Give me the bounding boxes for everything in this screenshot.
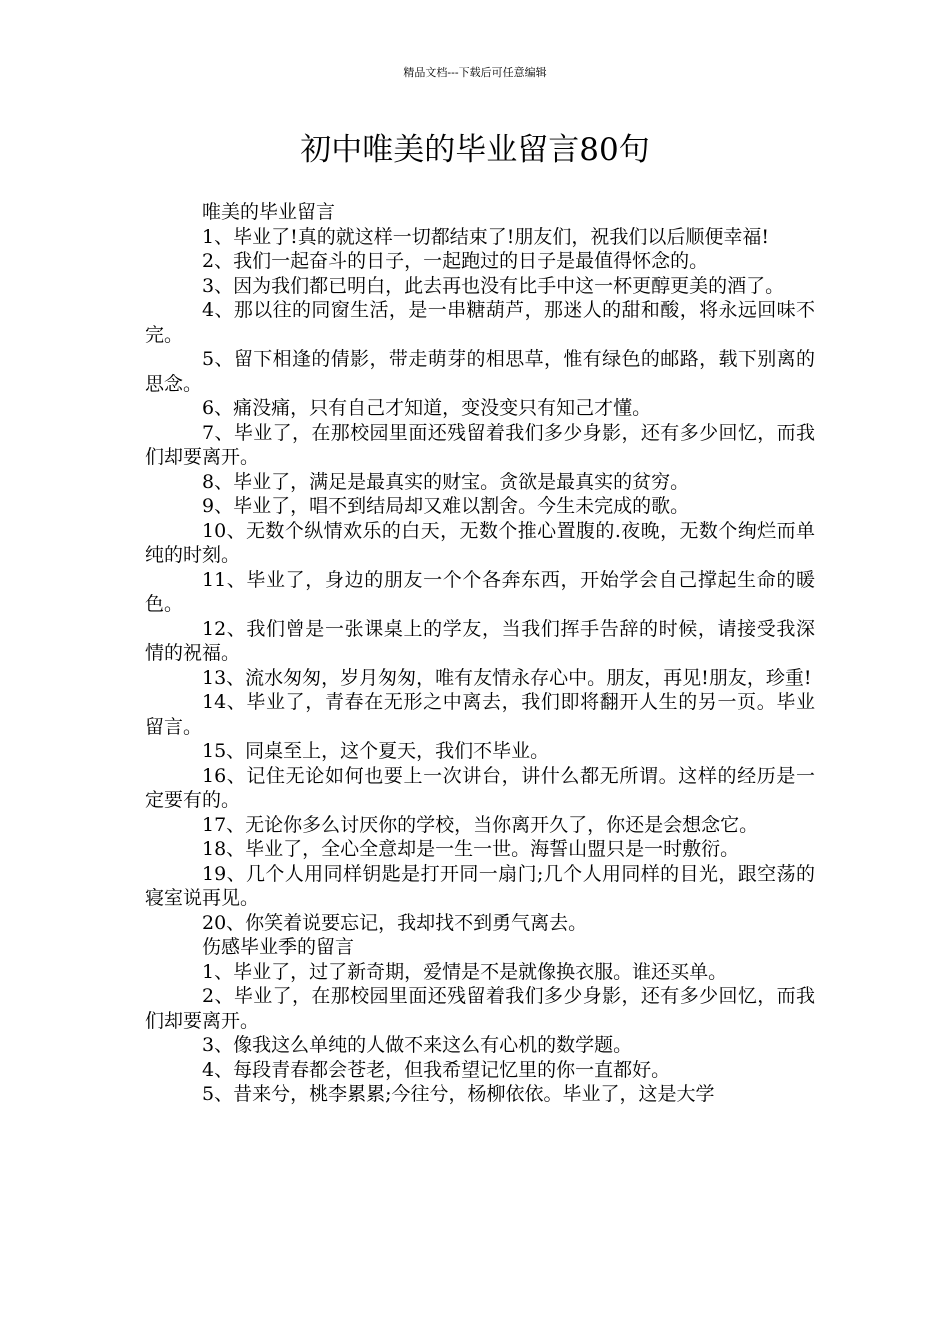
section-heading: 唯美的毕业留言 xyxy=(202,201,336,223)
message-item: 17、无论你多么讨厌你的学校，当你离开久了，你还是会想念它。 xyxy=(202,813,759,836)
message-item: 4、每段青春都会苍老，但我希望记忆里的你一直都好。 xyxy=(202,1058,671,1081)
message-item: 5、昔来兮，桃李累累;今往兮，杨柳依依。毕业了，这是大学 xyxy=(202,1083,715,1105)
message-item: 15、同桌至上，这个夏天，我们不毕业。 xyxy=(202,740,550,762)
message-item: 4、那以往的同窗生活，是一串糖葫芦，那迷人的甜和酸，将永远回味不完。 xyxy=(145,299,815,346)
message-item: 11、毕业了，身边的朋友一个个各奔东西，开始学会自己撑起生命的暖色。 xyxy=(145,568,815,615)
message-item: 6、痛没痛，只有自己才知道，变没变只有知己才懂。 xyxy=(202,397,652,419)
message-item: 2、毕业了，在那校园里面还残留着我们多少身影，还有多少回忆，而我们却要离开。 xyxy=(145,985,815,1032)
section-heading: 伤感毕业季的留言 xyxy=(202,936,355,958)
message-item: 3、像我这么单纯的人做不来这么有心机的数学题。 xyxy=(202,1034,633,1056)
message-item: 12、我们曾是一张课桌上的学友，当我们挥手告辞的时候，请接受我深情的祝福。 xyxy=(145,617,815,664)
header-note: 精品文档---下载后可任意编辑 xyxy=(403,66,547,79)
message-item: 10、无数个纵情欢乐的白天，无数个推心置腹的.夜晚，无数个绚烂而单纯的时刻。 xyxy=(145,519,815,566)
message-item: 8、毕业了，满足是最真实的财宝。贪欲是最真实的贫穷。 xyxy=(202,470,690,493)
message-item: 13、流水匆匆，岁月匆匆，唯有友情永存心中。朋友，再见!朋友，珍重! xyxy=(202,666,812,689)
message-item: 1、毕业了!真的就这样一切都结束了!朋友们，祝我们以后顺便幸福! xyxy=(202,225,769,248)
message-item: 14、毕业了，青春在无形之中离去，我们即将翻开人生的另一页。毕业留言。 xyxy=(145,691,815,738)
message-item: 2、我们一起奋斗的日子，一起跑过的日子是最值得怀念的。 xyxy=(202,250,709,272)
message-item: 16、记住无论如何也要上一次讲台，讲什么都无所谓。这样的经历是一定要有的。 xyxy=(145,764,815,811)
message-item: 20、你笑着说要忘记，我却找不到勇气离去。 xyxy=(202,911,588,934)
message-item: 18、毕业了，全心全意却是一生一世。海誓山盟只是一时敷衍。 xyxy=(202,838,740,860)
message-item: 3、因为我们都已明白，此去再也没有比手中这一杯更醇更美的酒了。 xyxy=(202,274,785,297)
message-item: 19、几个人用同样钥匙是打开同一扇门;几个人用同样的目光，跟空荡的寝室说再见。 xyxy=(145,862,815,909)
message-item: 1、毕业了，过了新奇期，爱情是不是就像换衣服。谁还买单。 xyxy=(202,960,728,983)
message-item: 9、毕业了，唱不到结局却又难以割舍。今生未完成的歌。 xyxy=(202,495,690,517)
document-title: 初中唯美的毕业留言80句 xyxy=(300,132,650,168)
message-item: 5、留下相逢的倩影，带走萌芽的相思草，惟有绿色的邮路，载下别离的思念。 xyxy=(145,348,815,395)
document-body xyxy=(145,200,815,1107)
message-item: 7、毕业了，在那校园里面还残留着我们多少身影，还有多少回忆，而我们却要离开。 xyxy=(145,421,815,468)
